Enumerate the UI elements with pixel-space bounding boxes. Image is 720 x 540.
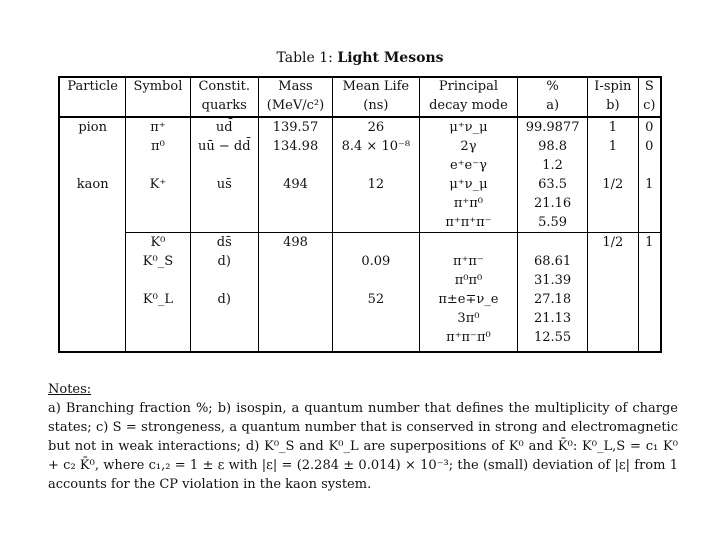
cell-particle — [59, 309, 126, 328]
cell-particle: kaon — [59, 175, 126, 194]
col-header: I-spin — [588, 77, 639, 96]
cell-symbol: K⁰_L — [126, 290, 190, 309]
cell-s — [638, 252, 661, 271]
header-row-1 — [59, 77, 661, 96]
cell-particle — [59, 194, 126, 213]
cell-s — [638, 290, 661, 309]
cell-ispin: 1 — [588, 137, 639, 156]
notes-section — [48, 380, 678, 494]
cell-pct: 21.13 — [518, 309, 588, 328]
cell-particle — [59, 156, 126, 175]
cell-symbol — [126, 309, 190, 328]
cell-life — [333, 156, 420, 175]
cell-life: 52 — [333, 290, 420, 309]
cell-life — [333, 213, 420, 233]
col-header: Principal — [419, 77, 517, 96]
cell-particle — [59, 213, 126, 233]
col-header-sub — [59, 96, 126, 117]
cell-ispin — [588, 271, 639, 290]
cell-pct: 68.61 — [518, 252, 588, 271]
table-row — [59, 175, 661, 194]
cell-mass — [258, 290, 332, 309]
col-header: Particle — [59, 77, 126, 96]
cell-mass: 494 — [258, 175, 332, 194]
table-row — [59, 156, 661, 175]
cell-pct: 99.9877 — [518, 117, 588, 137]
cell-ispin: 1 — [588, 117, 639, 137]
cell-ispin — [588, 252, 639, 271]
cell-ispin: 1/2 — [588, 233, 639, 253]
cell-symbol: π⁺ — [126, 117, 190, 137]
cell-decay: 2γ — [419, 137, 517, 156]
table-row — [59, 328, 661, 352]
col-header-sub: c) — [638, 96, 661, 117]
cell-s — [638, 156, 661, 175]
cell-s: 1 — [638, 233, 661, 253]
col-header: S — [638, 77, 661, 96]
cell-pct: 1.2 — [518, 156, 588, 175]
cell-quarks: uū − dd̄ — [190, 137, 258, 156]
cell-particle — [59, 290, 126, 309]
cell-symbol — [126, 213, 190, 233]
notes-heading: Notes: — [48, 382, 92, 397]
cell-symbol: K⁺ — [126, 175, 190, 194]
cell-ispin — [588, 156, 639, 175]
cell-life — [333, 271, 420, 290]
col-header-sub: quarks — [190, 96, 258, 117]
cell-mass: 134.98 — [258, 137, 332, 156]
table-caption — [0, 50, 720, 66]
table-body — [59, 117, 661, 352]
table-row — [59, 137, 661, 156]
cell-particle — [59, 328, 126, 352]
cell-ispin — [588, 309, 639, 328]
col-header-sub: a) — [518, 96, 588, 117]
cell-s — [638, 213, 661, 233]
cell-life — [333, 233, 420, 253]
caption-title: Light Mesons — [337, 50, 444, 66]
cell-quarks: ds̄ — [190, 233, 258, 253]
col-header: Symbol — [126, 77, 190, 96]
cell-quarks: ud̄ — [190, 117, 258, 137]
notes-text: a) Branching fraction %; b) isospin, a quantum number that defines the multiplicity of charge states; c) S = strongeness, a quantum number that is conserved in strong and electromagnetic but not in weak interactions; d) K⁰_S and K⁰_L are superpositions of K⁰ and K̄⁰: K⁰_L,S = c₁ K⁰ + c₂ K̄⁰, where c₁,₂ = 1 ± ε with |ε| = (2.284 ± 0.014) × 10⁻³; the (small) deviation of |ε| from 1 accounts for the CP violation in the kaon system. — [48, 401, 678, 492]
cell-life: 26 — [333, 117, 420, 137]
cell-s — [638, 194, 661, 213]
cell-ispin — [588, 194, 639, 213]
cell-life: 0.09 — [333, 252, 420, 271]
cell-pct: 21.16 — [518, 194, 588, 213]
cell-decay: π⁰π⁰ — [419, 271, 517, 290]
cell-s — [638, 309, 661, 328]
header-row-2 — [59, 96, 661, 117]
cell-particle: pion — [59, 117, 126, 137]
cell-ispin — [588, 290, 639, 309]
cell-decay: π⁺π⁰ — [419, 194, 517, 213]
cell-s — [638, 328, 661, 352]
cell-pct: 5.59 — [518, 213, 588, 233]
col-header-sub: b) — [588, 96, 639, 117]
col-header: % — [518, 77, 588, 96]
cell-s: 0 — [638, 117, 661, 137]
cell-decay: e⁺e⁻γ — [419, 156, 517, 175]
cell-life: 12 — [333, 175, 420, 194]
cell-mass — [258, 213, 332, 233]
table-row — [59, 117, 661, 137]
cell-decay: 3π⁰ — [419, 309, 517, 328]
cell-quarks — [190, 309, 258, 328]
cell-decay: π⁺π⁻ — [419, 252, 517, 271]
cell-decay: π±e∓ν_e — [419, 290, 517, 309]
light-mesons-table — [58, 76, 662, 353]
cell-mass — [258, 194, 332, 213]
cell-decay: μ⁺ν_μ — [419, 175, 517, 194]
cell-symbol — [126, 328, 190, 352]
cell-life — [333, 328, 420, 352]
cell-s: 0 — [638, 137, 661, 156]
cell-symbol: π⁰ — [126, 137, 190, 156]
cell-mass — [258, 252, 332, 271]
cell-decay: π⁺π⁻π⁰ — [419, 328, 517, 352]
col-header-sub: decay mode — [419, 96, 517, 117]
table-row — [59, 194, 661, 213]
cell-quarks — [190, 156, 258, 175]
cell-decay: μ⁺ν_μ — [419, 117, 517, 137]
col-header-sub — [126, 96, 190, 117]
cell-pct: 27.18 — [518, 290, 588, 309]
table-row — [59, 252, 661, 271]
cell-particle — [59, 252, 126, 271]
table-row — [59, 309, 661, 328]
cell-particle — [59, 137, 126, 156]
cell-pct: 98.8 — [518, 137, 588, 156]
cell-pct: 12.55 — [518, 328, 588, 352]
cell-symbol — [126, 194, 190, 213]
cell-ispin — [588, 213, 639, 233]
cell-quarks — [190, 271, 258, 290]
cell-particle — [59, 271, 126, 290]
cell-quarks — [190, 194, 258, 213]
cell-life — [333, 194, 420, 213]
cell-particle — [59, 233, 126, 253]
cell-quarks — [190, 328, 258, 352]
cell-s — [638, 271, 661, 290]
cell-mass: 498 — [258, 233, 332, 253]
cell-mass — [258, 309, 332, 328]
cell-ispin — [588, 328, 639, 352]
table-row — [59, 233, 661, 253]
col-header: Constit. — [190, 77, 258, 96]
cell-s: 1 — [638, 175, 661, 194]
cell-quarks: us̄ — [190, 175, 258, 194]
cell-life: 8.4 × 10⁻⁸ — [333, 137, 420, 156]
cell-quarks: d) — [190, 290, 258, 309]
cell-decay — [419, 233, 517, 253]
col-header-sub: (MeV/c²) — [258, 96, 332, 117]
cell-symbol — [126, 156, 190, 175]
cell-symbol: K⁰ — [126, 233, 190, 253]
cell-mass — [258, 328, 332, 352]
cell-ispin: 1/2 — [588, 175, 639, 194]
table-row — [59, 290, 661, 309]
cell-mass — [258, 271, 332, 290]
cell-quarks: d) — [190, 252, 258, 271]
cell-pct — [518, 233, 588, 253]
cell-pct: 63.5 — [518, 175, 588, 194]
cell-symbol — [126, 271, 190, 290]
cell-quarks — [190, 213, 258, 233]
caption-prefix: Table 1: — [276, 50, 333, 66]
cell-symbol: K⁰_S — [126, 252, 190, 271]
table-row — [59, 271, 661, 290]
cell-decay: π⁺π⁺π⁻ — [419, 213, 517, 233]
col-header: Mean Life — [333, 77, 420, 96]
cell-life — [333, 309, 420, 328]
col-header-sub: (ns) — [333, 96, 420, 117]
cell-mass — [258, 156, 332, 175]
col-header: Mass — [258, 77, 332, 96]
table-row — [59, 213, 661, 233]
cell-pct: 31.39 — [518, 271, 588, 290]
cell-mass: 139.57 — [258, 117, 332, 137]
